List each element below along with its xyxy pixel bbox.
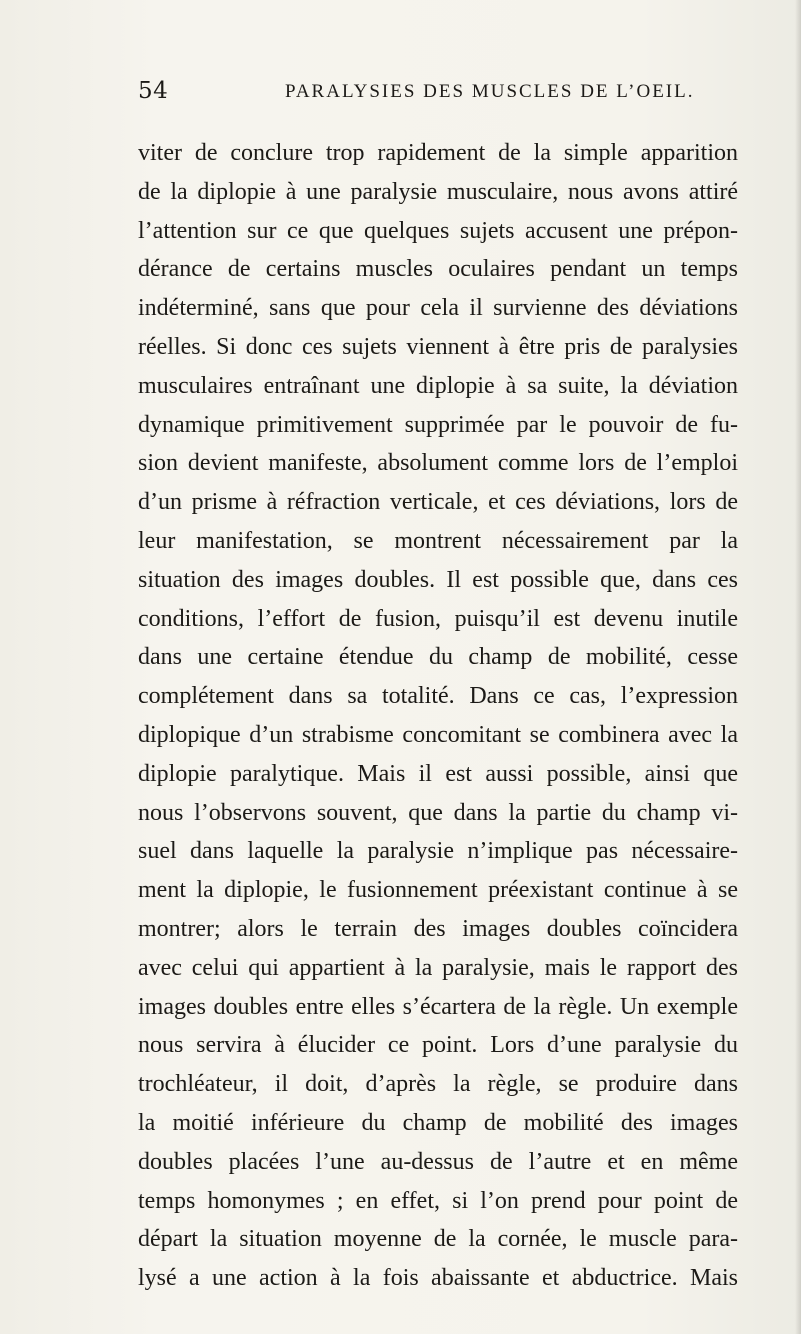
text-line: de la diplopie à une paralysie musculaire, nous avons attiré xyxy=(138,178,738,205)
text-line: sion devient manifeste, absolument comme lors de l’emploi xyxy=(138,450,738,477)
text-line: lysé a une action à la fois abaissante et abductrice. Mais xyxy=(138,1265,738,1292)
text-line: avec celui qui appartient à la paralysie, mais le rapport des xyxy=(138,954,738,981)
text-line: diplopique d’un strabisme concomitant se combinera avec la xyxy=(138,721,738,748)
text-line: viter de conclure trop rapidement de la simple apparition xyxy=(138,140,738,166)
body-text xyxy=(138,134,738,1298)
text-line: réelles. Si donc ces sujets viennent à être pris de paralysies xyxy=(138,333,738,360)
text-line: dérance de certains muscles oculaires pendant un temps xyxy=(138,256,738,283)
page-number: 54 xyxy=(138,78,169,104)
text-line: doubles placées l’une au-dessus de l’autre et en même xyxy=(138,1148,738,1175)
text-line: montrer; alors le terrain des images doubles coïncidera xyxy=(138,915,738,942)
text-line: nous servira à élucider ce point. Lors d’une paralysie du xyxy=(138,1032,738,1059)
text-line: conditions, l’effort de fusion, puisqu’il est devenu inutile xyxy=(138,605,738,632)
text-line: la moitié inférieure du champ de mobilité des images xyxy=(138,1109,738,1136)
text-line: leur manifestation, se montrent nécessairement par la xyxy=(138,527,738,554)
running-title: PARALYSIES DES MUSCLES DE L’OEIL. xyxy=(285,81,695,102)
text-line: l’attention sur ce que quelques sujets accusent une prépon- xyxy=(138,217,738,244)
text-line: d’un prisme à réfraction verticale, et ces déviations, lors de xyxy=(138,489,738,516)
text-line: musculaires entraînant une diplopie à sa suite, la déviation xyxy=(138,372,738,399)
text-line: nous l’observons souvent, que dans la partie du champ vi- xyxy=(138,799,738,826)
page-edge-shadow xyxy=(795,0,801,1334)
page-header xyxy=(138,78,778,118)
text-line: images doubles entre elles s’écartera de la règle. Un exemple xyxy=(138,993,738,1020)
text-line: temps homonymes ; en effet, si l’on prend pour point de xyxy=(138,1187,738,1214)
text-line: départ la situation moyenne de la cornée, le muscle para- xyxy=(138,1226,738,1253)
text-line: ment la diplopie, le fusionnement préexistant continue à se xyxy=(138,877,738,904)
text-line: dans une certaine étendue du champ de mobilité, cesse xyxy=(138,644,738,671)
text-line: suel dans laquelle la paralysie n’implique pas nécessaire- xyxy=(138,838,738,865)
text-line: complétement dans sa totalité. Dans ce cas, l’expression xyxy=(138,683,738,710)
text-line: trochléateur, il doit, d’après la règle, se produire dans xyxy=(138,1071,738,1098)
text-line: situation des images doubles. Il est possible que, dans ces xyxy=(138,566,738,593)
text-line: diplopie paralytique. Mais il est aussi possible, ainsi que xyxy=(138,760,738,787)
text-line: dynamique primitivement supprimée par le pouvoir de fu- xyxy=(138,411,738,438)
text-line: indéterminé, sans que pour cela il survienne des déviations xyxy=(138,295,738,322)
